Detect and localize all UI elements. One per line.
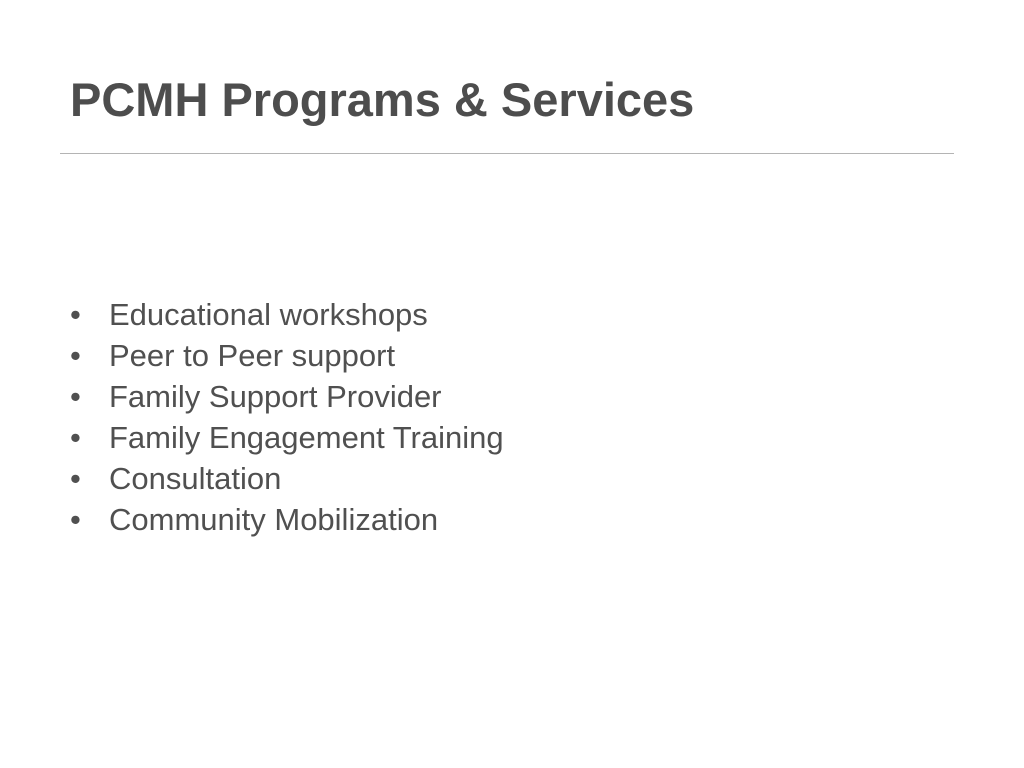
bullet-item-community-mobilization xyxy=(70,499,504,540)
bullet-text: Consultation xyxy=(109,461,282,496)
bullet-icon: • xyxy=(70,461,81,496)
bullet-item-family-engagement-training xyxy=(70,417,504,458)
bullet-text: Family Engagement Training xyxy=(109,420,504,455)
bullet-item-educational-workshops xyxy=(70,294,504,335)
bullet-list xyxy=(70,294,504,540)
slide-title: PCMH Programs & Services xyxy=(70,73,695,126)
bullet-item-family-support-provider xyxy=(70,376,504,417)
bullet-text: Educational workshops xyxy=(109,297,428,332)
bullet-icon: • xyxy=(70,297,81,332)
bullet-item-peer-to-peer-support xyxy=(70,335,504,376)
bullet-icon: • xyxy=(70,502,81,537)
bullet-text: Family Support Provider xyxy=(109,379,442,414)
bullet-icon: • xyxy=(70,379,81,414)
bullet-text: Community Mobilization xyxy=(109,502,439,537)
title-divider xyxy=(60,153,954,154)
bullet-icon: • xyxy=(70,420,81,455)
bullet-text: Peer to Peer support xyxy=(109,338,396,373)
bullet-item-consultation xyxy=(70,458,504,499)
bullet-icon: • xyxy=(70,338,81,373)
